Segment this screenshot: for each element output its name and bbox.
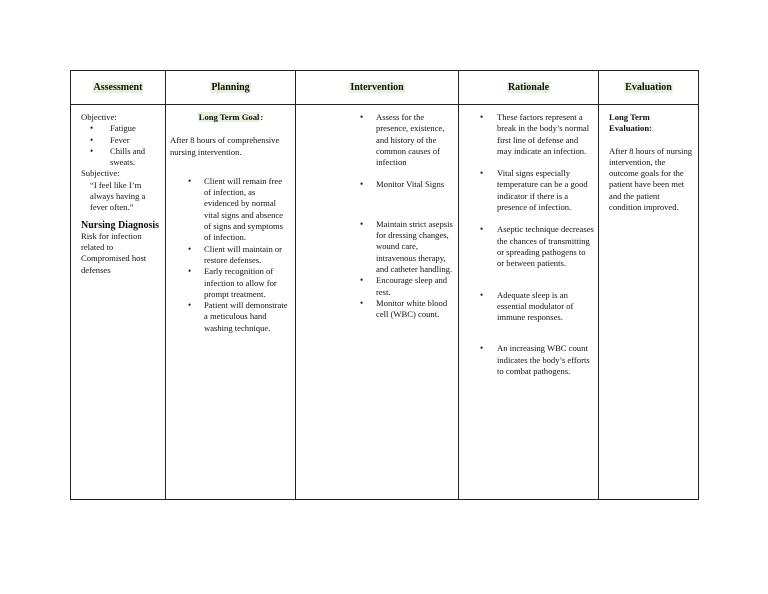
list-item: • Vital signs especially temperature can be a good indicator if there is a presence of infection.: [497, 168, 594, 213]
list-item: • Patient will demonstrate a meticulous hand washing technique.: [204, 300, 291, 334]
header-evaluation: Evaluation: [599, 71, 699, 105]
subjective-label: Subjective:: [81, 168, 120, 179]
header-planning: Planning: [166, 71, 296, 105]
objective-label: Objective:: [81, 112, 117, 122]
list-item: • Client will remain free of infection, as evidenced by normal vital signs and absence of signs and symptoms of infection.: [204, 176, 291, 244]
header-rationale: Rationale: [459, 71, 599, 105]
evaluation-text: After 8 hours of nursing intervention, the outcome goals for the patient have been met and the patient condition improved.: [609, 145, 693, 213]
assessment-cell: [71, 105, 166, 500]
list-item: • Monitor Vital Signs: [376, 179, 454, 190]
header-row: [71, 71, 699, 105]
list-item: • These factors represent a break in the body’s normal first line of defense and may indicate an infection.: [497, 112, 594, 157]
list-item: • Encourage sleep and rest.: [376, 275, 454, 298]
nursing-care-plan-table: [70, 70, 699, 500]
evaluation-heading-colon: :: [649, 123, 652, 134]
long-term-goal-heading: [170, 112, 291, 123]
subjective-quote: “I feel like I’m always having a fever often.”: [90, 179, 146, 213]
planning-cell: [166, 105, 296, 500]
list-item: • Maintain strict asepsis for dressing changes, wound care, intravenous therapy, and catheter handling.: [376, 219, 454, 275]
planning-intro: After 8 hours of comprehensive nursing intervention.: [170, 135, 280, 157]
intervention-list: [376, 112, 454, 320]
evaluation-heading: [609, 112, 694, 135]
nursing-diagnosis-label: Nursing Diagnosis: [81, 219, 160, 231]
list-item: • Fever: [110, 135, 161, 146]
planning-list: [204, 176, 291, 334]
long-term-goal-colon: :: [260, 112, 264, 122]
list-item: • An increasing WBC count indicates the body’s efforts to combat pathogens.: [497, 343, 594, 377]
list-item: • Aseptic technique decreases the chances of transmitting or spreading pathogens to or between patients.: [497, 224, 594, 269]
rationale-list: [497, 112, 594, 377]
objective-list: [110, 123, 161, 168]
list-item: • Fatigue: [110, 123, 161, 134]
nursing-diagnosis-text: Risk for infection related to Compromised host defenses: [81, 230, 147, 275]
list-item: • Client will maintain or restore defenses.: [204, 244, 291, 267]
intervention-cell: [296, 105, 459, 500]
long-term-goal-label: Long Term Goal: [198, 112, 260, 122]
list-item: • Chills and sweats.: [110, 146, 161, 169]
content-row: [71, 105, 699, 500]
header-assessment: Assessment: [71, 71, 166, 105]
rationale-cell: [459, 105, 599, 500]
list-item: • Adequate sleep is an essential modulator of immune responses.: [497, 290, 594, 324]
list-item: • Assess for the presence, existence, and history of the common causes of infection: [376, 112, 454, 168]
evaluation-heading-label: Long Term Evaluation: [609, 112, 650, 134]
list-item: • Monitor white blood cell (WBC) count.: [376, 298, 454, 321]
header-intervention: Intervention: [296, 71, 459, 105]
list-item: • Early recognition of infection to allow for prompt treatment.: [204, 266, 291, 300]
evaluation-cell: [599, 105, 699, 500]
